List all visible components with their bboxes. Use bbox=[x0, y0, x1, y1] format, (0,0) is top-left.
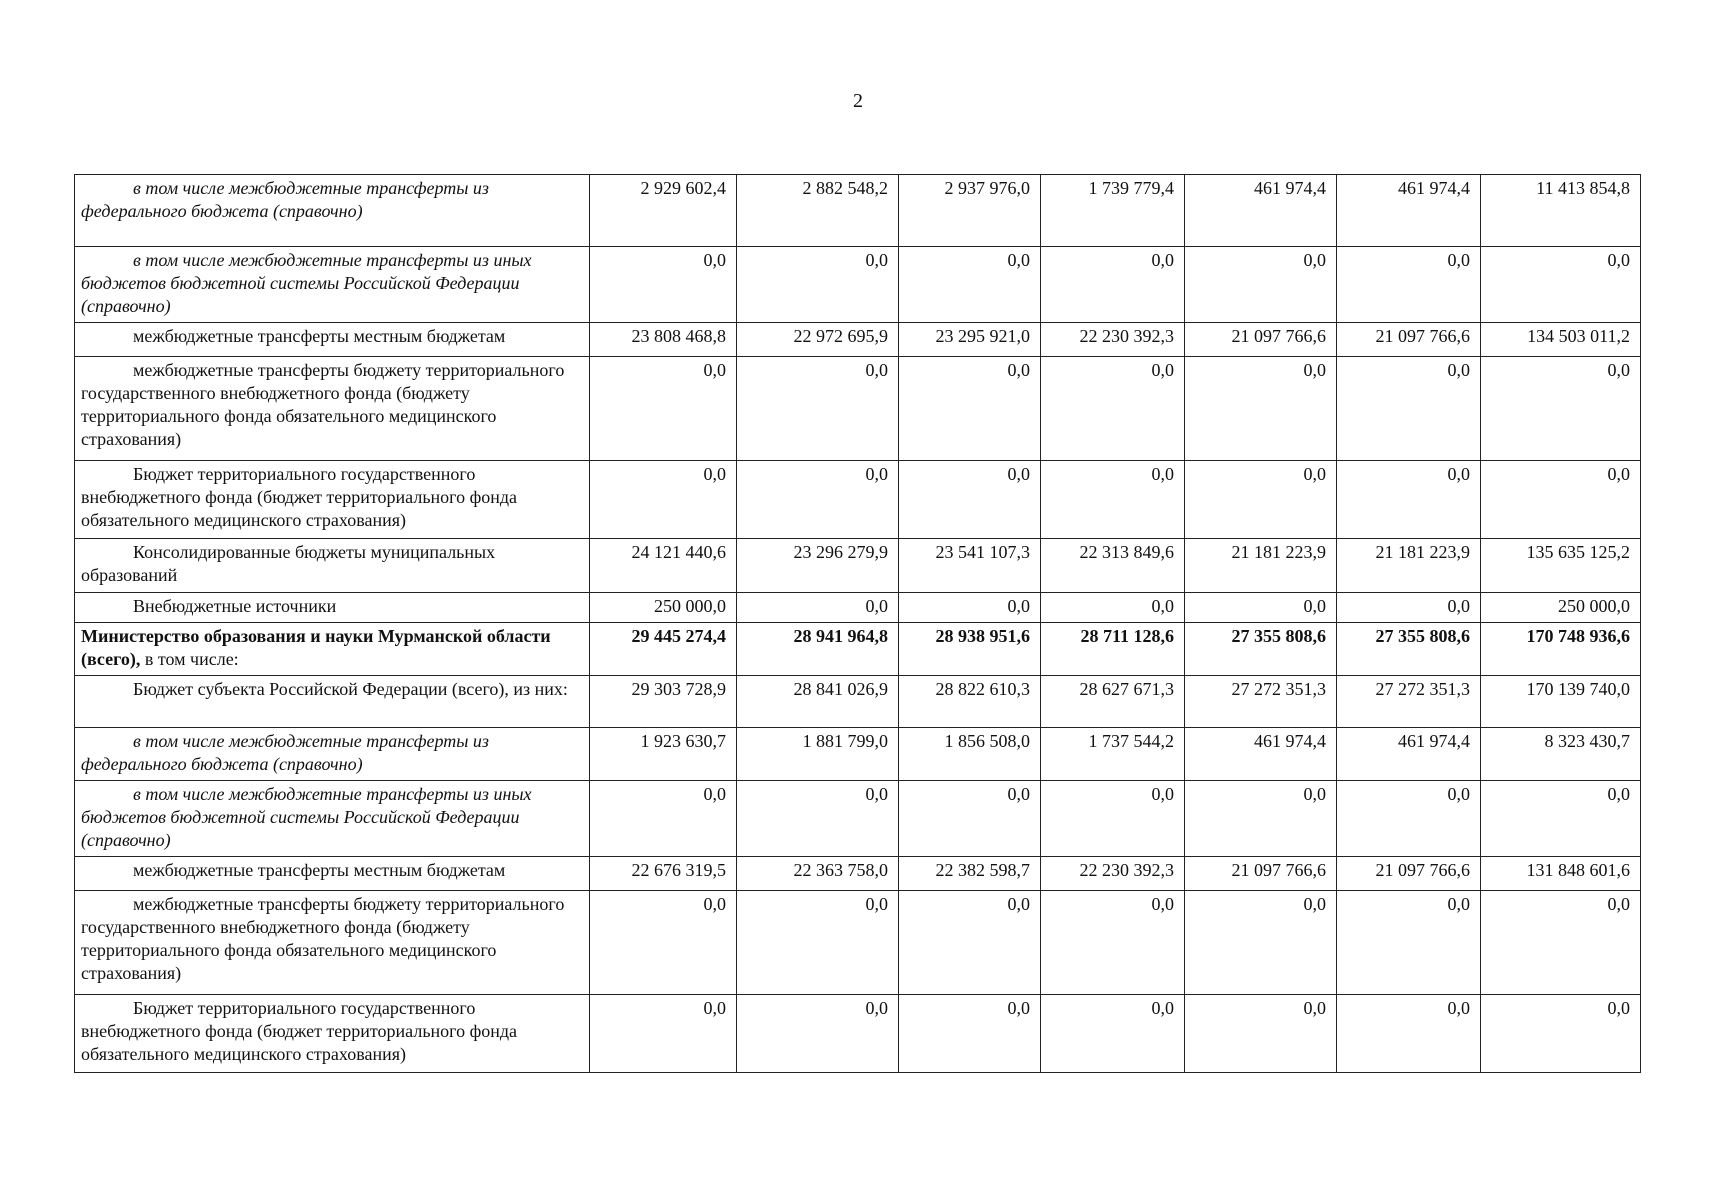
value-cell: 0,0 bbox=[1337, 247, 1481, 323]
value-cell: 0,0 bbox=[1185, 593, 1337, 623]
value-cell: 0,0 bbox=[1041, 247, 1185, 323]
value-cell: 0,0 bbox=[899, 357, 1041, 461]
value-cell: 0,0 bbox=[1337, 461, 1481, 539]
value-cell: 28 711 128,6 bbox=[1041, 623, 1185, 676]
row-label: Министерство образования и науки Мурманской области (всего), bbox=[81, 626, 551, 669]
value-cell: 0,0 bbox=[1185, 247, 1337, 323]
value-cell: 0,0 bbox=[590, 995, 737, 1073]
row-label: межбюджетные трансферты бюджету территориального государственного внебюджетного фонда (бюджету территориального фонда обязательного медицинского страхования) bbox=[81, 894, 565, 983]
value-cell: 28 822 610,3 bbox=[899, 676, 1041, 728]
table-row bbox=[75, 461, 1641, 539]
row-label-cell bbox=[75, 539, 590, 593]
value-cell: 0,0 bbox=[1185, 891, 1337, 995]
value-cell: 28 841 026,9 bbox=[737, 676, 899, 728]
table-row bbox=[75, 728, 1641, 781]
value-cell: 461 974,4 bbox=[1337, 175, 1481, 247]
table-row bbox=[75, 357, 1641, 461]
value-cell: 170 139 740,0 bbox=[1481, 676, 1641, 728]
value-cell: 0,0 bbox=[737, 995, 899, 1073]
row-label-cell bbox=[75, 247, 590, 323]
value-cell: 0,0 bbox=[1481, 357, 1641, 461]
value-cell: 0,0 bbox=[1337, 357, 1481, 461]
value-cell: 0,0 bbox=[737, 781, 899, 857]
value-cell: 170 748 936,6 bbox=[1481, 623, 1641, 676]
row-label: Бюджет территориального государственного внебюджетного фонда (бюджет территориального фонда обязательного медицинского страхования) bbox=[81, 464, 518, 530]
row-label: в том числе межбюджетные трансферты из иных бюджетов бюджетной системы Российской Федерации (справочно) bbox=[81, 784, 532, 850]
value-cell: 22 676 319,5 bbox=[590, 857, 737, 891]
value-cell: 0,0 bbox=[1041, 357, 1185, 461]
value-cell: 23 295 921,0 bbox=[899, 323, 1041, 357]
value-cell: 461 974,4 bbox=[1185, 728, 1337, 781]
row-label-cell bbox=[75, 995, 590, 1073]
value-cell: 131 848 601,6 bbox=[1481, 857, 1641, 891]
value-cell: 1 737 544,2 bbox=[1041, 728, 1185, 781]
value-cell: 28 938 951,6 bbox=[899, 623, 1041, 676]
value-cell: 0,0 bbox=[737, 247, 899, 323]
table-row bbox=[75, 995, 1641, 1073]
value-cell: 0,0 bbox=[737, 461, 899, 539]
row-label-cell bbox=[75, 781, 590, 857]
value-cell: 27 355 808,6 bbox=[1185, 623, 1337, 676]
value-cell: 22 363 758,0 bbox=[737, 857, 899, 891]
value-cell: 0,0 bbox=[1185, 995, 1337, 1073]
value-cell: 11 413 854,8 bbox=[1481, 175, 1641, 247]
value-cell: 28 941 964,8 bbox=[737, 623, 899, 676]
value-cell: 0,0 bbox=[1481, 247, 1641, 323]
row-label-cell bbox=[75, 357, 590, 461]
value-cell: 1 923 630,7 bbox=[590, 728, 737, 781]
value-cell: 0,0 bbox=[1041, 593, 1185, 623]
value-cell: 0,0 bbox=[1185, 357, 1337, 461]
value-cell: 0,0 bbox=[1481, 891, 1641, 995]
value-cell: 0,0 bbox=[1337, 593, 1481, 623]
value-cell: 29 303 728,9 bbox=[590, 676, 737, 728]
value-cell: 29 445 274,4 bbox=[590, 623, 737, 676]
value-cell: 28 627 671,3 bbox=[1041, 676, 1185, 728]
row-label-cell bbox=[75, 323, 590, 357]
row-label: Консолидированные бюджеты муниципальных образований bbox=[81, 542, 496, 585]
row-label: Бюджет субъекта Российской Федерации (всего), из них: bbox=[133, 679, 568, 699]
value-cell: 24 121 440,6 bbox=[590, 539, 737, 593]
value-cell: 0,0 bbox=[1041, 781, 1185, 857]
value-cell: 0,0 bbox=[1041, 891, 1185, 995]
table-row bbox=[75, 676, 1641, 728]
value-cell: 23 296 279,9 bbox=[737, 539, 899, 593]
row-label: Бюджет территориального государственного внебюджетного фонда (бюджет территориального фонда обязательного медицинского страхования) bbox=[81, 998, 518, 1064]
value-cell: 0,0 bbox=[1041, 995, 1185, 1073]
row-label-cell bbox=[75, 676, 590, 728]
value-cell: 0,0 bbox=[1337, 891, 1481, 995]
value-cell: 250 000,0 bbox=[1481, 593, 1641, 623]
table-row bbox=[75, 593, 1641, 623]
table-row bbox=[75, 323, 1641, 357]
row-label-suffix: в том числе: bbox=[140, 649, 239, 669]
table-row bbox=[75, 623, 1641, 676]
table-row bbox=[75, 891, 1641, 995]
row-label: межбюджетные трансферты местным бюджетам bbox=[133, 326, 506, 346]
value-cell: 0,0 bbox=[1185, 461, 1337, 539]
value-cell: 0,0 bbox=[899, 593, 1041, 623]
value-cell: 22 313 849,6 bbox=[1041, 539, 1185, 593]
table-body bbox=[75, 175, 1641, 1073]
value-cell: 21 097 766,6 bbox=[1337, 857, 1481, 891]
value-cell: 0,0 bbox=[737, 593, 899, 623]
row-label: межбюджетные трансферты бюджету территориального государственного внебюджетного фонда (бюджету территориального фонда обязательного медицинского страхования) bbox=[81, 360, 565, 449]
value-cell: 0,0 bbox=[590, 891, 737, 995]
value-cell: 21 181 223,9 bbox=[1337, 539, 1481, 593]
value-cell: 0,0 bbox=[1481, 995, 1641, 1073]
value-cell: 0,0 bbox=[1185, 781, 1337, 857]
value-cell: 134 503 011,2 bbox=[1481, 323, 1641, 357]
row-label-cell bbox=[75, 728, 590, 781]
value-cell: 0,0 bbox=[899, 461, 1041, 539]
row-label: в том числе межбюджетные трансферты из федерального бюджета (справочно) bbox=[81, 731, 489, 774]
value-cell: 21 097 766,6 bbox=[1185, 323, 1337, 357]
value-cell: 0,0 bbox=[590, 461, 737, 539]
value-cell: 0,0 bbox=[899, 781, 1041, 857]
value-cell: 0,0 bbox=[899, 247, 1041, 323]
value-cell: 2 937 976,0 bbox=[899, 175, 1041, 247]
page-number: 2 bbox=[853, 90, 863, 112]
value-cell: 23 808 468,8 bbox=[590, 323, 737, 357]
value-cell: 2 929 602,4 bbox=[590, 175, 737, 247]
row-label-cell bbox=[75, 461, 590, 539]
value-cell: 2 882 548,2 bbox=[737, 175, 899, 247]
value-cell: 1 856 508,0 bbox=[899, 728, 1041, 781]
row-label-cell bbox=[75, 857, 590, 891]
value-cell: 0,0 bbox=[590, 781, 737, 857]
row-label-cell bbox=[75, 623, 590, 676]
value-cell: 1 739 779,4 bbox=[1041, 175, 1185, 247]
value-cell: 8 323 430,7 bbox=[1481, 728, 1641, 781]
row-label: в том числе межбюджетные трансферты из иных бюджетов бюджетной системы Российской Федерации (справочно) bbox=[81, 250, 532, 316]
table-row bbox=[75, 539, 1641, 593]
value-cell: 23 541 107,3 bbox=[899, 539, 1041, 593]
table-row bbox=[75, 857, 1641, 891]
value-cell: 27 355 808,6 bbox=[1337, 623, 1481, 676]
table-row bbox=[75, 781, 1641, 857]
row-label: межбюджетные трансферты местным бюджетам bbox=[133, 860, 506, 880]
row-label: Внебюджетные источники bbox=[133, 596, 337, 616]
value-cell: 27 272 351,3 bbox=[1337, 676, 1481, 728]
value-cell: 27 272 351,3 bbox=[1185, 676, 1337, 728]
value-cell: 461 974,4 bbox=[1185, 175, 1337, 247]
value-cell: 22 382 598,7 bbox=[899, 857, 1041, 891]
value-cell: 21 181 223,9 bbox=[1185, 539, 1337, 593]
value-cell: 0,0 bbox=[590, 247, 737, 323]
row-label-cell bbox=[75, 593, 590, 623]
row-label-cell bbox=[75, 891, 590, 995]
value-cell: 0,0 bbox=[1481, 781, 1641, 857]
budget-table bbox=[74, 174, 1641, 1073]
value-cell: 0,0 bbox=[1481, 461, 1641, 539]
value-cell: 22 230 392,3 bbox=[1041, 323, 1185, 357]
value-cell: 0,0 bbox=[590, 357, 737, 461]
row-label: в том числе межбюджетные трансферты из федерального бюджета (справочно) bbox=[81, 178, 489, 221]
value-cell: 0,0 bbox=[737, 357, 899, 461]
value-cell: 0,0 bbox=[1337, 995, 1481, 1073]
value-cell: 0,0 bbox=[899, 891, 1041, 995]
value-cell: 0,0 bbox=[1337, 781, 1481, 857]
value-cell: 461 974,4 bbox=[1337, 728, 1481, 781]
value-cell: 22 230 392,3 bbox=[1041, 857, 1185, 891]
value-cell: 135 635 125,2 bbox=[1481, 539, 1641, 593]
value-cell: 22 972 695,9 bbox=[737, 323, 899, 357]
value-cell: 1 881 799,0 bbox=[737, 728, 899, 781]
value-cell: 0,0 bbox=[899, 995, 1041, 1073]
row-label-cell bbox=[75, 175, 590, 247]
value-cell: 0,0 bbox=[737, 891, 899, 995]
table-row bbox=[75, 175, 1641, 247]
value-cell: 250 000,0 bbox=[590, 593, 737, 623]
value-cell: 0,0 bbox=[1041, 461, 1185, 539]
table-row bbox=[75, 247, 1641, 323]
value-cell: 21 097 766,6 bbox=[1185, 857, 1337, 891]
value-cell: 21 097 766,6 bbox=[1337, 323, 1481, 357]
